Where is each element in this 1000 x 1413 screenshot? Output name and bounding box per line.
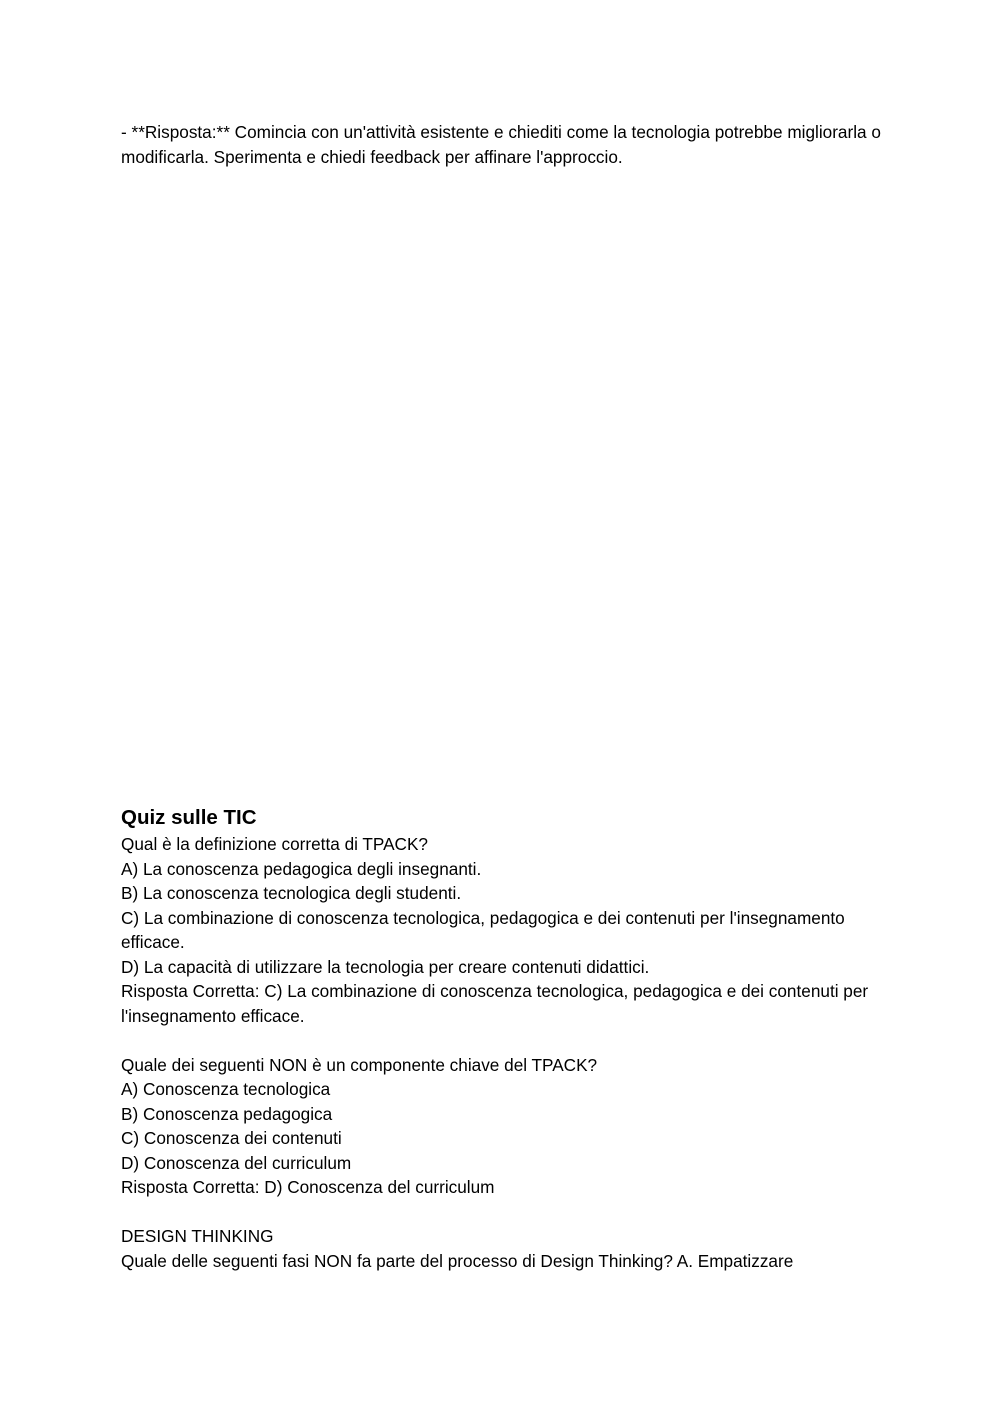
q2-option-a: A) Conoscenza tecnologica [121, 1079, 331, 1099]
q1-option-a: A) La conoscenza pedagogica degli insegnanti. [121, 858, 482, 879]
quiz-section [121, 804, 881, 1273]
q2-option-d: D) Conoscenza del curriculum [121, 1152, 352, 1173]
q2-option-c: C) Conoscenza dei contenuti [121, 1128, 342, 1148]
q2-answer: Risposta Corretta: D) Conoscenza del curriculum [121, 1177, 495, 1197]
spacer [121, 1028, 881, 1053]
q2-question: Quale dei seguenti NON è un componente chiave del TPACK? [121, 1054, 598, 1075]
q1-option-b: B) La conoscenza tecnologica degli studenti. [121, 883, 462, 903]
design-thinking-question: Quale delle seguenti fasi NON fa parte del processo di Design Thinking? A. Empatizzare [121, 1250, 794, 1271]
q1-answer: Risposta Corretta: C) La combinazione di conoscenza tecnologica, pedagogica e dei contenuti per l'insegnamento efficace. [121, 981, 869, 1026]
answer-paragraph: - **Risposta:** Comincia con un'attività esistente e chiediti come la tecnologia potrebbe migliorarla o modificarla. Sperimenta e chiedi feedback per affinare l'approccio. [121, 122, 881, 167]
q2-option-b: B) Conoscenza pedagogica [121, 1103, 333, 1124]
q1-option-c: C) La combinazione di conoscenza tecnologica, pedagogica e dei contenuti per l'insegnamento efficace. [121, 907, 845, 952]
top-text-block [121, 120, 881, 169]
design-thinking-label: DESIGN THINKING [121, 1226, 274, 1246]
quiz-heading: Quiz sulle TIC [121, 806, 257, 829]
q1-option-d: D) La capacità di utilizzare la tecnologia per creare contenuti didattici. [121, 956, 650, 977]
q1-question: Qual è la definizione corretta di TPACK? [121, 834, 428, 854]
spacer [121, 1200, 881, 1225]
